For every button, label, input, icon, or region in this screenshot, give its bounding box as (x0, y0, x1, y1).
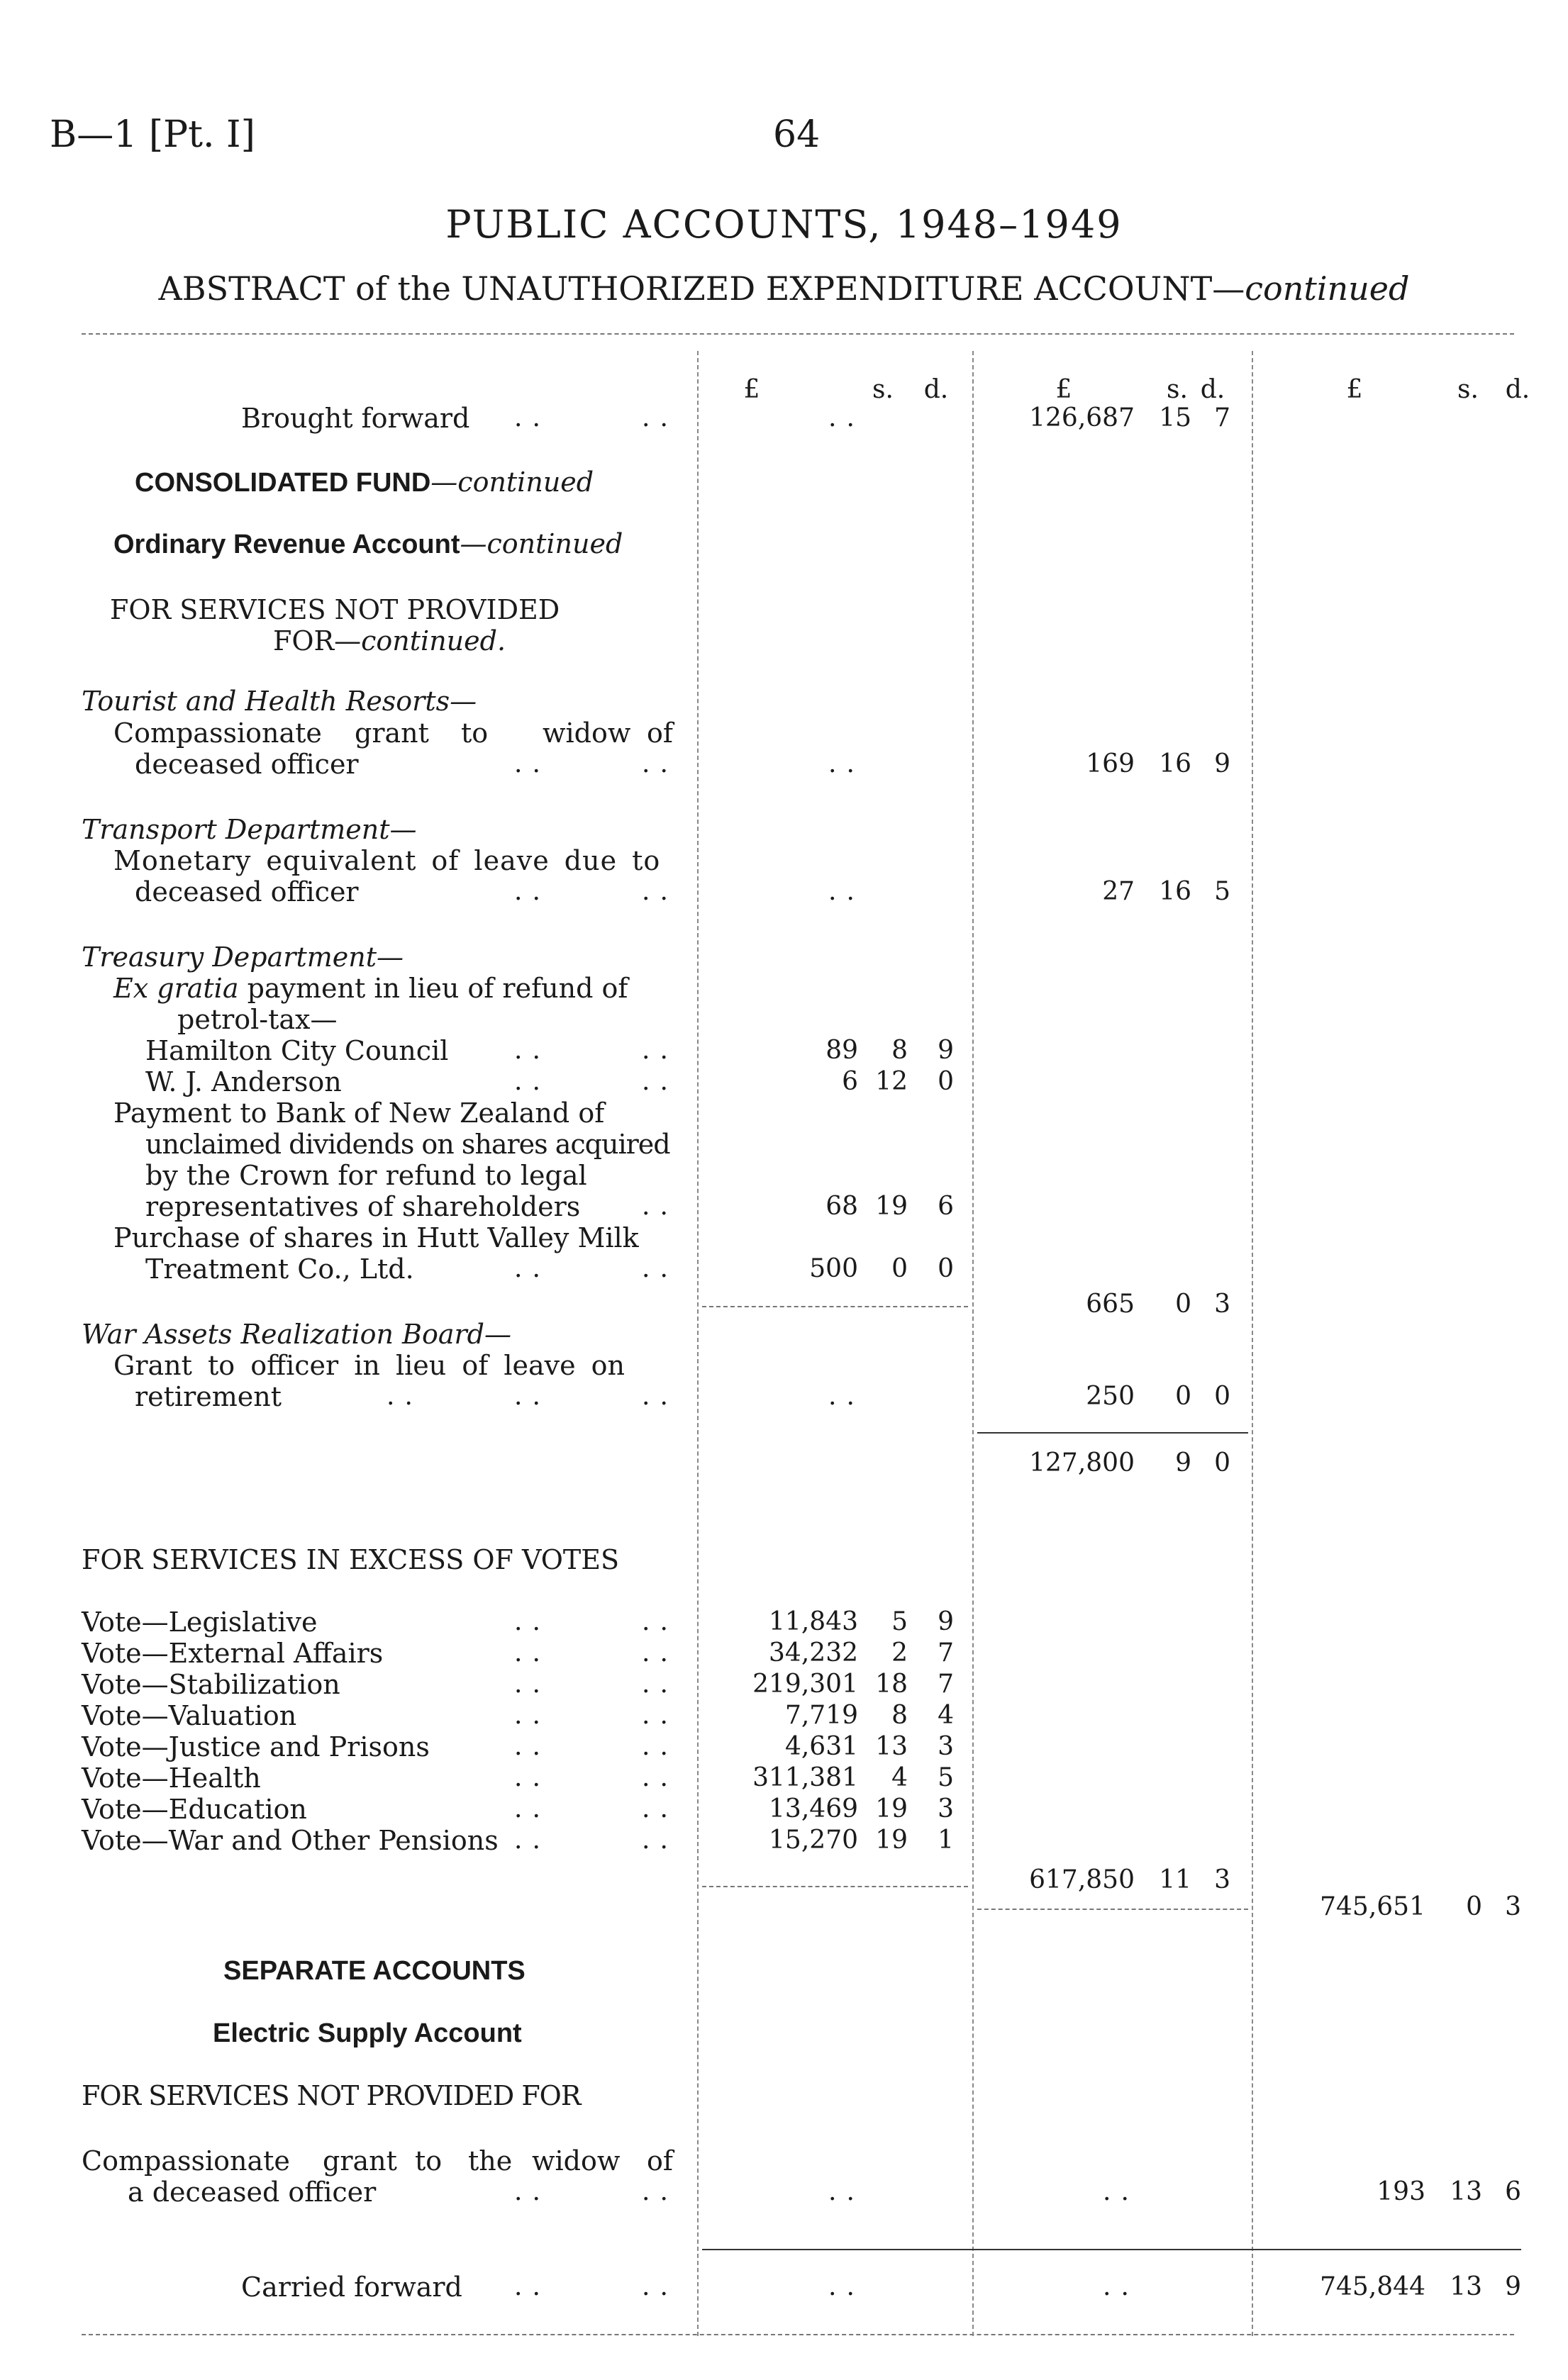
document-reference: B—1 [Pt. I] (50, 113, 255, 156)
votes-total-pence: 3 (1214, 1865, 1230, 1894)
transport-line1: Monetary equivalent of leave due to (113, 845, 661, 876)
column-divider-1 (697, 351, 699, 2336)
vote-pounds: 4,631 (784, 1732, 858, 1761)
transport-pence: 5 (1214, 877, 1230, 906)
anderson-pounds: 6 (842, 1067, 858, 1096)
hutt-line2: Treatment Co., Ltd. (145, 1253, 414, 1285)
leader-dots: .. (642, 1254, 678, 1283)
consolidated-fund-continued: —continued (430, 466, 594, 498)
carried-forward-pounds: 745,844 (1320, 2272, 1425, 2301)
leader-dots: .. (514, 1638, 550, 1667)
electric-pence: 6 (1505, 2177, 1521, 2206)
vote-pounds: 11,843 (769, 1607, 858, 1636)
anderson-pence: 0 (938, 1067, 954, 1096)
vote-label: Vote—Legislative (82, 1607, 318, 1638)
war-assets-pence: 0 (1214, 1382, 1230, 1411)
leader-dots: .. (514, 403, 550, 432)
vote-pounds: 13,469 (769, 1794, 858, 1823)
treasury-total-shillings: 0 (1175, 1290, 1191, 1319)
tourist-heading: Tourist and Health Resorts— (82, 686, 477, 717)
tourist-pounds: 169 (1086, 749, 1135, 778)
transport-line2: deceased officer (135, 876, 359, 907)
votes-total-shillings: 11 (1159, 1865, 1191, 1894)
hutt-shillings: 0 (891, 1254, 908, 1283)
col2-shilling-header: s. (1167, 375, 1188, 404)
column-divider-3 (1252, 351, 1253, 2336)
electric-line1-word: grant (323, 2145, 397, 2177)
leader-dots: .. (642, 1607, 678, 1636)
electric-line2: a deceased officer (128, 2177, 377, 2208)
page-number: 64 (773, 113, 821, 156)
leader-dots: .. (514, 2272, 550, 2301)
bottom-rule (82, 2334, 1514, 2335)
vote-shillings: 19 (875, 1826, 908, 1855)
electric-line1-word: widow (532, 2145, 621, 2177)
services-not-provided-for-heading: FOR SERVICES NOT PROVIDED FOR (82, 2080, 581, 2111)
vote-pounds: 15,270 (769, 1826, 858, 1855)
col3-pence-header: d. (1505, 375, 1530, 404)
war-assets-line1: Grant to officer in lieu of leave on (113, 1350, 625, 1381)
vote-shillings: 2 (891, 1638, 908, 1667)
vote-label: Vote—Education (82, 1794, 307, 1825)
bnz-pounds: 68 (825, 1192, 858, 1221)
subtitle-main: ABSTRACT of the UNAUTHORIZED EXPENDITURE ACCOUNT— (158, 269, 1245, 308)
separate-accounts-heading: SEPARATE ACCOUNTS (223, 1956, 526, 1986)
ordinary-revenue-heading (113, 528, 623, 560)
leader-dots: .. (514, 1763, 550, 1792)
hamilton-label: Hamilton City Council (145, 1035, 449, 1066)
electric-line1-word: Compassionate (82, 2145, 290, 2177)
services-not-provided-for: FOR— (273, 625, 362, 657)
leader-dots: .. (514, 1701, 550, 1730)
leader-dots: .. (514, 1732, 550, 1761)
vote-label: Vote—Stabilization (82, 1669, 340, 1700)
grand1-pounds: 745,651 (1320, 1892, 1425, 1921)
transport-heading: Transport Department— (82, 814, 417, 845)
leader-dots: .. (642, 1067, 678, 1096)
leader-dots: .. (514, 1036, 550, 1065)
bnz-line4: representatives of shareholders (145, 1191, 581, 1222)
carried-forward-col2: .. (1103, 2272, 1139, 2301)
carried-forward-shillings: 13 (1450, 2272, 1482, 2301)
subtotal1-shillings: 9 (1175, 1448, 1191, 1477)
war-assets-line2: retirement (135, 1381, 282, 1412)
services-not-provided-continued: continued. (361, 625, 506, 657)
treasury-total-pounds: 665 (1086, 1290, 1135, 1319)
electric-col2: .. (1103, 2177, 1139, 2206)
electric-col1: .. (828, 2177, 864, 2206)
transport-pounds: 27 (1102, 877, 1135, 906)
vote-pounds: 311,381 (752, 1763, 858, 1792)
subtitle-continued: continued (1245, 269, 1410, 308)
vote-label: Vote—Justice and Prisons (82, 1731, 430, 1762)
ordinary-revenue-label: Ordinary Revenue Account (113, 530, 460, 559)
electric-shillings: 13 (1450, 2177, 1482, 2206)
bnz-shillings: 19 (875, 1192, 908, 1221)
vote-pence: 4 (938, 1701, 954, 1730)
col1-pence-header: d. (923, 375, 949, 404)
vote-label: Vote—Health (82, 1762, 261, 1794)
vote-shillings: 5 (891, 1607, 908, 1636)
leader-dots: .. (514, 1382, 550, 1411)
war-assets-shillings: 0 (1175, 1382, 1191, 1411)
tourist-line1-word: grant (355, 717, 429, 749)
treasury-total-pence: 3 (1214, 1290, 1230, 1319)
vote-pence: 7 (938, 1638, 954, 1667)
vote-pence: 1 (938, 1826, 954, 1855)
vote-shillings: 19 (875, 1794, 908, 1823)
leader-dots: .. (642, 1192, 678, 1221)
page-title: PUBLIC ACCOUNTS, 1948–1949 (445, 202, 1123, 247)
hamilton-shillings: 8 (891, 1036, 908, 1065)
vote-shillings: 18 (875, 1670, 908, 1699)
brought-forward-pence: 7 (1214, 403, 1230, 432)
column-divider-2 (972, 351, 974, 2336)
vote-shillings: 8 (891, 1701, 908, 1730)
hutt-line1: Purchase of shares in Hutt Valley Milk (113, 1222, 639, 1253)
col3-shilling-header: s. (1457, 375, 1479, 404)
col1-shilling-header: s. (872, 375, 894, 404)
subtotal1-rule (977, 1432, 1248, 1434)
leader-dots: .. (387, 1382, 423, 1411)
brought-forward-pounds: 126,687 (1029, 403, 1135, 432)
bnz-pence: 6 (938, 1192, 954, 1221)
vote-pence: 5 (938, 1763, 954, 1792)
leader-dots: .. (514, 1826, 550, 1855)
vote-pounds: 34,232 (769, 1638, 858, 1667)
page-subtitle (0, 269, 1568, 308)
electric-pounds: 193 (1377, 2177, 1425, 2206)
war-assets-heading: War Assets Realization Board— (82, 1319, 511, 1350)
hamilton-pence: 9 (938, 1036, 954, 1065)
leader-dots: .. (642, 403, 678, 432)
grand1-shillings: 0 (1466, 1892, 1482, 1921)
carried-forward-col1: .. (828, 2272, 864, 2301)
subtotal1-pounds: 127,800 (1029, 1448, 1135, 1477)
carried-forward-label: Carried forward (241, 2272, 462, 2303)
brought-forward-label: Brought forward (241, 403, 470, 434)
tourist-shillings: 16 (1159, 749, 1191, 778)
col1-pound-header: £ (743, 375, 760, 404)
leader-dots: .. (642, 1794, 678, 1823)
consolidated-fund-heading (135, 466, 594, 498)
col2-pound-header: £ (1055, 375, 1072, 404)
leader-dots: .. (642, 1732, 678, 1761)
electric-supply-heading: Electric Supply Account (213, 2018, 522, 2048)
transport-shillings: 16 (1159, 877, 1191, 906)
vote-shillings: 13 (875, 1732, 908, 1761)
war-assets-pounds: 250 (1086, 1382, 1135, 1411)
vote-pence: 3 (938, 1732, 954, 1761)
vote-pence: 7 (938, 1670, 954, 1699)
vote-pence: 3 (938, 1794, 954, 1823)
services-not-provided-line2 (273, 625, 506, 657)
col3-pound-header: £ (1346, 375, 1363, 404)
leader-dots: .. (514, 1607, 550, 1636)
leader-dots: .. (642, 1638, 678, 1667)
leader-dots: .. (642, 1670, 678, 1699)
leader-dots: .. (642, 2177, 678, 2206)
leader-dots: .. (514, 2177, 550, 2206)
vote-label: Vote—War and Other Pensions (82, 1825, 499, 1856)
brought-forward-col1: .. (828, 403, 864, 432)
treasury-sum-rule (702, 1306, 968, 1307)
anderson-label: W. J. Anderson (145, 1066, 342, 1097)
anderson-shillings: 12 (875, 1067, 908, 1096)
leader-dots: .. (642, 2272, 678, 2301)
treasury-line2: petrol-tax— (177, 1004, 338, 1035)
vote-shillings: 4 (891, 1763, 908, 1792)
col2-pence-header: d. (1200, 375, 1225, 404)
ex-gratia: Ex gratia (113, 973, 239, 1004)
electric-line1-word: of (647, 2145, 673, 2177)
top-rule (82, 333, 1514, 335)
vote-pounds: 7,719 (784, 1701, 858, 1730)
vote-pence: 9 (938, 1607, 954, 1636)
leader-dots: .. (642, 1826, 678, 1855)
subtotal1-pence: 0 (1214, 1448, 1230, 1477)
brought-forward-shillings: 15 (1159, 403, 1191, 432)
tourist-pence: 9 (1214, 749, 1230, 778)
leader-dots: .. (642, 749, 678, 778)
leader-dots: .. (642, 1701, 678, 1730)
tourist-col1: .. (828, 749, 864, 778)
vote-pounds: 219,301 (752, 1670, 858, 1699)
ordinary-revenue-continued: —continued (460, 528, 623, 559)
leader-dots: .. (642, 877, 678, 906)
leader-dots: .. (514, 877, 550, 906)
vote-label: Vote—External Affairs (82, 1638, 384, 1669)
leader-dots: .. (514, 1067, 550, 1096)
grand1-pence: 3 (1505, 1892, 1521, 1921)
treasury-line1 (113, 973, 628, 1004)
consolidated-fund-label: CONSOLIDATED FUND (135, 468, 431, 498)
votes-total-pounds: 617,850 (1029, 1865, 1135, 1894)
bnz-line2: unclaimed dividends on shares acquired (145, 1129, 670, 1160)
tourist-line1-word: of (647, 717, 673, 749)
leader-dots: .. (514, 1670, 550, 1699)
treasury-heading: Treasury Department— (82, 942, 404, 973)
leader-dots: .. (642, 1382, 678, 1411)
leader-dots: .. (514, 1254, 550, 1283)
carried-forward-rule (702, 2249, 1521, 2250)
leader-dots: .. (514, 1794, 550, 1823)
votes-sum-rule (702, 1886, 968, 1887)
carried-forward-pence: 9 (1505, 2272, 1521, 2301)
services-excess-heading: FOR SERVICES IN EXCESS OF VOTES (82, 1544, 620, 1575)
leader-dots: .. (514, 749, 550, 778)
tourist-line2: deceased officer (135, 749, 359, 780)
tourist-line1-word: widow (543, 717, 631, 749)
vote-label: Vote—Valuation (82, 1700, 297, 1731)
tourist-line1-word: Compassionate (113, 717, 322, 749)
electric-line1-word: to (415, 2145, 443, 2177)
transport-col1: .. (828, 877, 864, 906)
war-assets-col1: .. (828, 1382, 864, 1411)
bnz-line1: Payment to Bank of New Zealand of (113, 1097, 605, 1129)
treasury-line1-rest: payment in lieu of refund of (238, 973, 628, 1004)
hamilton-pounds: 89 (825, 1036, 858, 1065)
services-not-provided-line1: FOR SERVICES NOT PROVIDED (110, 594, 560, 625)
hutt-pounds: 500 (809, 1254, 858, 1283)
leader-dots: .. (642, 1763, 678, 1792)
grand1-rule (977, 1909, 1248, 1910)
electric-line1-word: the (468, 2145, 513, 2177)
leader-dots: .. (642, 1036, 678, 1065)
tourist-line1-word: to (461, 717, 489, 749)
hutt-pence: 0 (938, 1254, 954, 1283)
bnz-line3: by the Crown for refund to legal (145, 1160, 587, 1191)
